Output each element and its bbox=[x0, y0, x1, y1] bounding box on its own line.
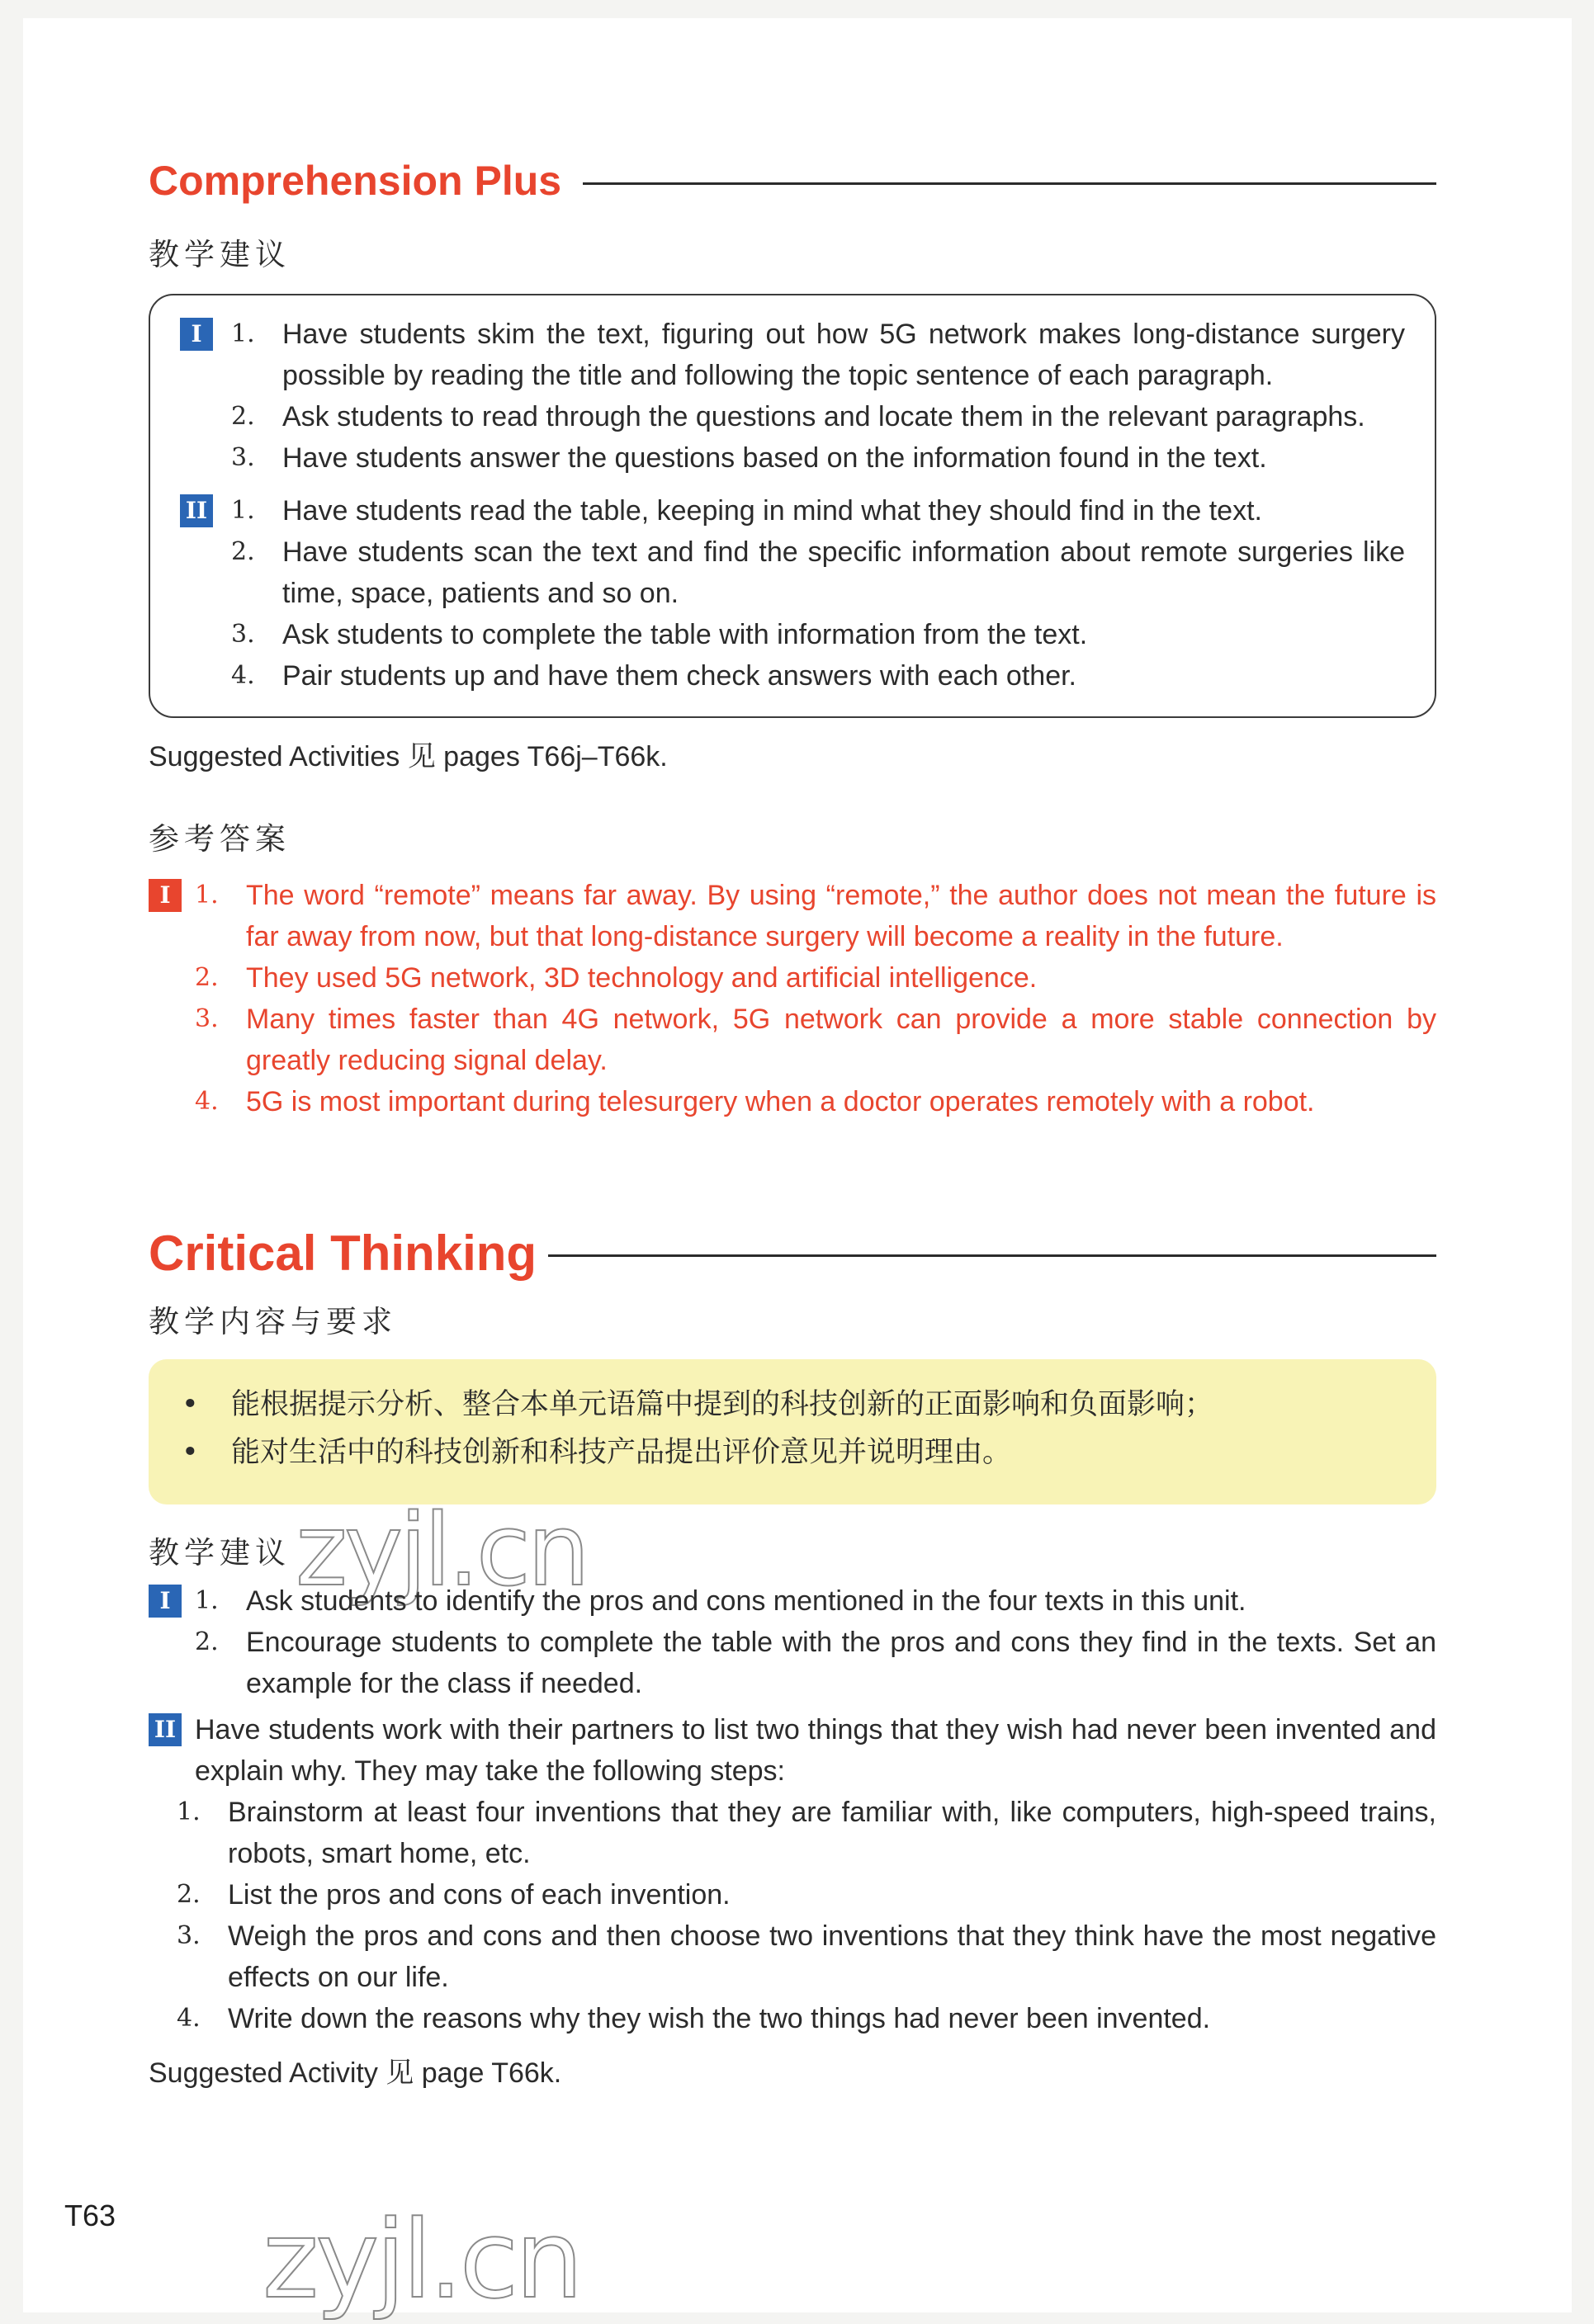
teaching-suggestions-label: 教学建议 bbox=[149, 237, 291, 272]
item-number: 2. bbox=[231, 537, 255, 566]
steps-list bbox=[130, 1792, 1436, 2039]
item-number: 1. bbox=[231, 496, 255, 525]
item-number: 2. bbox=[195, 1627, 219, 1656]
item-text: Have students answer the questions based on the information found in the text. bbox=[282, 442, 1267, 474]
list-item bbox=[231, 396, 1405, 437]
list-item bbox=[195, 1580, 1436, 1622]
item-text: The word “remote” means far away. By using “remote,” the author does not mean the future is far away from now, but that long-distance surgery will become a reality in the future. bbox=[246, 880, 1436, 952]
item-text: Brainstorm at least four inventions that they are familiar with, like computers, high-speed trains, robots, smart home, etc. bbox=[228, 1797, 1436, 1869]
item-number: 1. bbox=[195, 881, 219, 909]
item-number: 1. bbox=[177, 1797, 201, 1826]
list-item bbox=[231, 314, 1405, 396]
answers-badge: I bbox=[149, 879, 182, 912]
bullet-text: 能对生活中的科技创新和科技产品提出评价意见并说明理由。 bbox=[231, 1436, 1012, 1469]
list-item bbox=[177, 1915, 1436, 1998]
item-number: 4. bbox=[195, 1087, 219, 1116]
item-text: Ask students to complete the table with information from the text. bbox=[282, 619, 1088, 650]
item-text: Have students scan the text and find the specific information about remote surgeries like time, space, patients and so on. bbox=[282, 536, 1405, 609]
list-item bbox=[231, 437, 1405, 479]
answers-list bbox=[195, 875, 1436, 1122]
item-number: 2. bbox=[195, 963, 219, 992]
part-2-group bbox=[180, 490, 1405, 697]
part-1-list bbox=[195, 1580, 1436, 1704]
item-text: Write down the reasons why they wish the two things had never been invented. bbox=[228, 2003, 1211, 2034]
section-title: Critical Thinking bbox=[149, 1226, 537, 1281]
item-text: Have students read the table, keeping in mind what they should find in the text. bbox=[282, 495, 1262, 527]
comprehension-section bbox=[149, 157, 1436, 1122]
item-number: 4. bbox=[177, 2004, 201, 2033]
item-number: 3. bbox=[231, 443, 255, 472]
list-item bbox=[231, 655, 1405, 697]
item-number: 3. bbox=[231, 620, 255, 649]
comprehension-header bbox=[149, 157, 1436, 205]
item-text: Ask students to read through the questions and locate them in the relevant paragraphs. bbox=[282, 401, 1365, 432]
list-item bbox=[231, 614, 1405, 655]
item-text: Pair students up and have them check answers with each other. bbox=[282, 660, 1076, 692]
part-1-group bbox=[180, 314, 1405, 479]
item-number: 3. bbox=[177, 1921, 201, 1950]
item-text: Ask students to identify the pros and cons mentioned in the four texts in this unit. bbox=[246, 1585, 1246, 1617]
part-2-badge: II bbox=[149, 1713, 182, 1746]
item-text: Have students skim the text, figuring out how 5G network makes long-distance surgery possible by reading the title and following the topic sentence of each paragraph. bbox=[282, 319, 1405, 391]
list-item bbox=[177, 1874, 1436, 1915]
list-item bbox=[195, 1622, 1436, 1704]
item-number: 4. bbox=[231, 661, 255, 690]
bullet-text: 能根据提示分析、整合本单元语篇中提到的科技创新的正面影响和负面影响； bbox=[231, 1388, 1214, 1421]
part-1-badge: I bbox=[149, 1585, 182, 1618]
part-2-list bbox=[231, 490, 1405, 697]
item-number: 2. bbox=[177, 1880, 201, 1909]
teaching-suggestions-label: 教学建议 bbox=[149, 1535, 291, 1571]
content-requirements-label: 教学内容与要求 bbox=[149, 1304, 397, 1339]
part-2-list bbox=[177, 1709, 1436, 2039]
bullet-item bbox=[182, 1429, 1395, 1476]
page bbox=[23, 18, 1572, 2322]
list-item bbox=[231, 531, 1405, 614]
suggested-activity: Suggested Activity 见 page T66k. bbox=[149, 2057, 562, 2089]
answer-item bbox=[195, 999, 1436, 1081]
item-number: 3. bbox=[195, 1004, 219, 1033]
answer-item bbox=[195, 957, 1436, 999]
answers-group bbox=[149, 875, 1436, 1122]
watermark: zyjl.cn bbox=[263, 2197, 580, 2322]
list-item bbox=[231, 490, 1405, 531]
bullet-dot: • bbox=[182, 1388, 199, 1421]
section-title: Comprehension Plus bbox=[149, 158, 562, 204]
section-rule bbox=[548, 1254, 1436, 1257]
answer-item bbox=[195, 875, 1436, 957]
part-1-group bbox=[149, 1580, 1436, 1704]
item-text: 5G is most important during telesurgery when a doctor operates remotely with a robot. bbox=[246, 1086, 1315, 1117]
bullet-item bbox=[182, 1381, 1395, 1429]
part-2-intro: Have students work with their partners to list two things that they wish had never been invented and explain why. They may take the following steps: bbox=[195, 1714, 1436, 1787]
list-item bbox=[177, 1998, 1436, 2039]
item-text: List the pros and cons of each invention. bbox=[228, 1879, 731, 1911]
part-1-badge: I bbox=[180, 318, 213, 351]
part-1-list bbox=[231, 314, 1405, 479]
section-rule bbox=[583, 182, 1436, 185]
item-number: 2. bbox=[231, 402, 255, 431]
requirements-box bbox=[149, 1359, 1436, 1504]
bullet-dot: • bbox=[182, 1436, 199, 1469]
reference-answers-label: 参考答案 bbox=[149, 821, 291, 857]
suggested-activities: Suggested Activities 见 pages T66j–T66k. bbox=[149, 741, 668, 772]
answer-item bbox=[195, 1081, 1436, 1122]
item-text: Encourage students to complete the table with the pros and cons they find in the texts. Set an example for the class if needed. bbox=[246, 1627, 1436, 1699]
item-text: Many times faster than 4G network, 5G network can provide a more stable connection by greatly reducing signal delay. bbox=[246, 1004, 1436, 1076]
item-number: 1. bbox=[195, 1586, 219, 1615]
suggestions-box bbox=[149, 294, 1436, 718]
part-2-badge: II bbox=[180, 494, 213, 527]
item-number: 1. bbox=[231, 319, 255, 348]
item-text: Weigh the pros and cons and then choose two inventions that they think have the most negative effects on our life. bbox=[228, 1920, 1436, 1993]
watermark: zyjl.cn bbox=[296, 1494, 587, 1608]
list-item bbox=[177, 1792, 1436, 1874]
critical-header bbox=[149, 1225, 1436, 1282]
item-text: They used 5G network, 3D technology and artificial intelligence. bbox=[246, 962, 1038, 994]
critical-suggestions bbox=[149, 1580, 1436, 2039]
critical-section bbox=[149, 1225, 1436, 2094]
page-number: T63 bbox=[64, 2199, 116, 2232]
part-2-group bbox=[149, 1709, 1436, 2039]
